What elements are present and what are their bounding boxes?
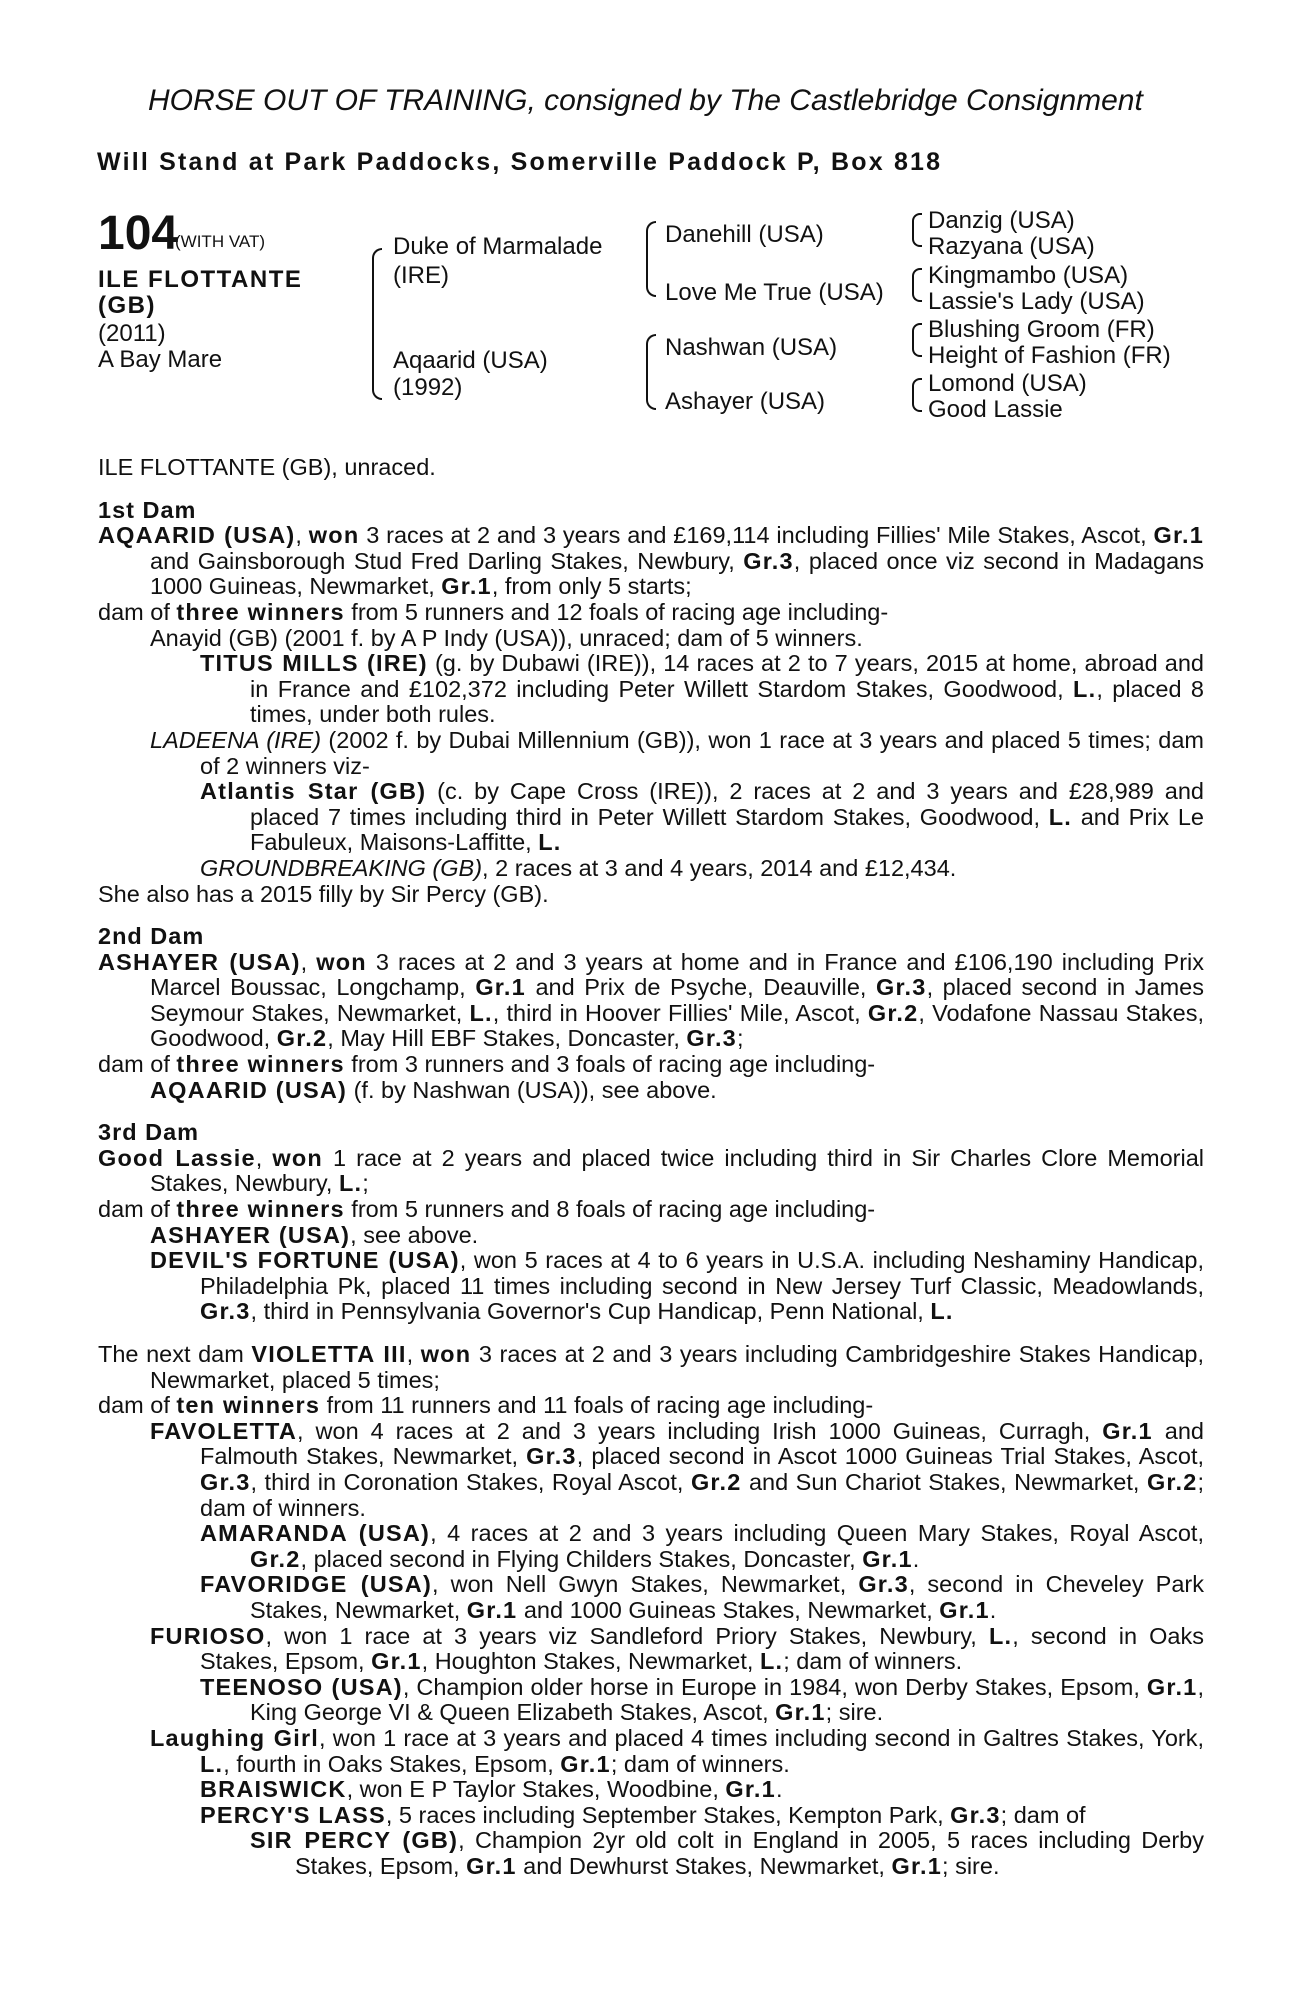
dam-year: (1992) xyxy=(393,374,463,401)
gen3-ancestor: Good Lassie xyxy=(928,396,1063,423)
produce-entry: FAVOLETTA, won 4 races at 2 and 3 years including Irish 1000 Guineas, Curragh, Gr.1 and Falmouth Stakes, Newmarket, Gr.3, placed second in Ascot 1000 Guineas Trial Stakes, Ascot, Gr.3, third in Coronation Stakes, Royal Ascot, Gr.2 and Sun Chariot Stakes, Newmarket, Gr.2; dam of winners. xyxy=(150,1417,1205,1521)
sire-name: Duke of Marmalade xyxy=(393,233,603,260)
catalogue-body xyxy=(98,455,1204,1879)
dam-entry: AQAARID (USA), won 3 races at 2 and 3 years and £169,114 including Fillies' Mile Stakes, Ascot, Gr.1 and Gainsborough Stud Fred Darling Stakes, Newbury, Gr.3, placed once viz second in Madagans 1000 Guineas, Newmarket, Gr.1, from only 5 starts; xyxy=(98,522,1204,600)
foal-year: (2011) xyxy=(98,320,166,347)
produce-entry: TEENOSO (USA), Champion older horse in Europe in 1984, won Derby Stakes, Epsom, Gr.1, King George VI & Queen Elizabeth Stakes, Ascot, Gr.1; sire. xyxy=(200,1673,1204,1726)
gen3-ancestor: Razyana (USA) xyxy=(928,233,1095,260)
sire-sire: Danehill (USA) xyxy=(665,221,824,248)
produce-entry: DEVIL'S FORTUNE (USA), won 5 races at 4 to 6 years in U.S.A. including Neshaminy Handicap, Philadelphia Pk, placed 11 times including second in New Jersey Turf Classic, Meadowlands, Gr.3, third in Pennsylvania Governor's Cup Handicap, Penn National, L. xyxy=(150,1247,1204,1325)
horse-name: ILE FLOTTANTE xyxy=(98,266,303,293)
gen3-ancestor: Lassie's Lady (USA) xyxy=(928,288,1145,315)
sire-country: (IRE) xyxy=(393,262,449,289)
produce-note: She also has a 2015 filly by Sir Percy (GB). xyxy=(98,880,549,907)
dam-bracket xyxy=(646,334,656,410)
produce-entry: Anayid (GB) (2001 f. by A P Indy (USA)), unraced; dam of 5 winners. xyxy=(150,624,863,651)
gen3-bracket xyxy=(912,378,922,412)
stand-location: Will Stand at Park Paddocks, Somerville Paddock P, Box 818 xyxy=(97,148,943,176)
produce-entry: ASHAYER (USA), see above. xyxy=(150,1221,479,1248)
gen3-bracket xyxy=(912,268,922,302)
horse-description: A Bay Mare xyxy=(98,346,223,373)
produce-entry: AMARANDA (USA), 4 races at 2 and 3 years including Queen Mary Stakes, Royal Ascot, Gr.2, placed second in Flying Childers Stakes, Doncaster, Gr.1. xyxy=(200,1520,1204,1572)
pedigree-bracket xyxy=(372,248,382,400)
unraced-note: ILE FLOTTANTE (GB), unraced. xyxy=(98,454,436,480)
produce-summary: dam of three winners from 5 runners and 12 foals of racing age including- xyxy=(98,598,889,625)
produce-entry: TITUS MILLS (IRE) (g. by Dubawi (IRE)), 14 races at 2 to 7 years, 2015 at home, abroad and in France and £102,372 including Peter Willett Stardom Stakes, Goodwood, L., placed 8 times, under both rules. xyxy=(200,650,1205,728)
produce-entry: PERCY'S LASS, 5 races including September Stakes, Kempton Park, Gr.3; dam of xyxy=(200,1801,1086,1828)
vat-note: (WITH VAT) xyxy=(175,232,266,251)
gen3-ancestor: Blushing Groom (FR) xyxy=(928,316,1155,343)
dam-name: Aqaarid (USA) xyxy=(393,347,548,374)
produce-entry: SIR PERCY (GB), Champion 2yr old colt in England in 2005, 5 races including Derby Stakes, Epsom, Gr.1 and Dewhurst Stakes, Newmarket, Gr.1; sire. xyxy=(250,1827,1204,1879)
produce-entry: Laughing Girl, won 1 race at 3 years and placed 4 times including second in Galtres Stakes, York, L., fourth in Oaks Stakes, Epsom, Gr.1; dam of winners. xyxy=(150,1724,1204,1777)
section-heading: 3rd Dam xyxy=(98,1119,200,1146)
produce-summary: dam of ten winners from 11 runners and 11 foals of racing age including- xyxy=(98,1392,874,1419)
dam-entry: ASHAYER (USA), won 3 races at 2 and 3 years at home and in France and £106,190 including Prix Marcel Boussac, Longchamp, Gr.1 and Prix de Psyche, Deauville, Gr.3, placed second in James Seymour Stakes, Newmarket, L., third in Hoover Fillies' Mile, Ascot, Gr.2, Vodafone Nassau Stakes, Goodwood, Gr.2, May Hill EBF Stakes, Doncaster, Gr.3; xyxy=(98,948,1205,1052)
horse-name-suffix: (GB) xyxy=(98,292,156,319)
gen3-ancestor: Lomond (USA) xyxy=(928,370,1087,397)
produce-entry: GROUNDBREAKING (GB), 2 races at 3 and 4 years, 2014 and £12,434. xyxy=(200,854,957,881)
produce-entry: AQAARID (USA) (f. by Nashwan (USA)), see above. xyxy=(150,1076,717,1103)
gen3-bracket xyxy=(912,323,922,357)
produce-summary: dam of three winners from 3 runners and 3 foals of racing age including- xyxy=(98,1051,876,1078)
produce-entry: LADEENA (IRE) (2002 f. by Dubai Millennium (GB)), won 1 race at 3 years and placed 5 times; dam of 2 winners viz- xyxy=(150,726,1204,779)
dam-sire: Nashwan (USA) xyxy=(665,334,838,361)
produce-entry: Atlantis Star (GB) (c. by Cape Cross (IRE)), 2 races at 2 and 3 years and £28,989 and placed 7 times including third in Peter Willett Stardom Stakes, Goodwood, L. and Prix Le Fabuleux, Maisons-Laffitte, L. xyxy=(200,778,1205,856)
gen3-ancestor: Danzig (USA) xyxy=(928,207,1075,234)
section-heading: 1st Dam xyxy=(98,496,197,523)
dam-entry: The next dam VIOLETTA III, won 3 races at 2 and 3 years including Cambridgeshire Stakes Handicap, Newmarket, placed 5 times; xyxy=(98,1341,1205,1393)
page-header: HORSE OUT OF TRAINING, consigned by The Castlebridge Consignment xyxy=(148,84,1143,117)
dam-entry: Good Lassie, won 1 race at 2 years and placed twice including third in Sir Charles Clore Memorial Stakes, Newbury, L.; xyxy=(98,1144,1204,1197)
sire-dam: Love Me True (USA) xyxy=(665,279,884,306)
produce-summary: dam of three winners from 5 runners and 8 foals of racing age including- xyxy=(98,1196,876,1223)
gen3-bracket xyxy=(912,213,922,247)
produce-entry: FURIOSO, won 1 race at 3 years viz Sandleford Priory Stakes, Newbury, L., second in Oaks Stakes, Epsom, Gr.1, Houghton Stakes, Newmarket, L.; dam of winners. xyxy=(150,1622,1204,1675)
dam-dam: Ashayer (USA) xyxy=(665,388,826,415)
sire-bracket xyxy=(646,221,656,297)
produce-entry: BRAISWICK, won E P Taylor Stakes, Woodbine, Gr.1. xyxy=(200,1776,783,1803)
produce-entry: FAVORIDGE (USA), won Nell Gwyn Stakes, Newmarket, Gr.3, second in Cheveley Park Stakes, Newmarket, Gr.1 and 1000 Guineas Stakes, Newmarket, Gr.1. xyxy=(200,1571,1204,1623)
section-heading: 2nd Dam xyxy=(98,923,205,950)
gen3-ancestor: Kingmambo (USA) xyxy=(928,262,1129,289)
gen3-ancestor: Height of Fashion (FR) xyxy=(928,342,1171,369)
lot-number: 104 xyxy=(98,207,179,260)
